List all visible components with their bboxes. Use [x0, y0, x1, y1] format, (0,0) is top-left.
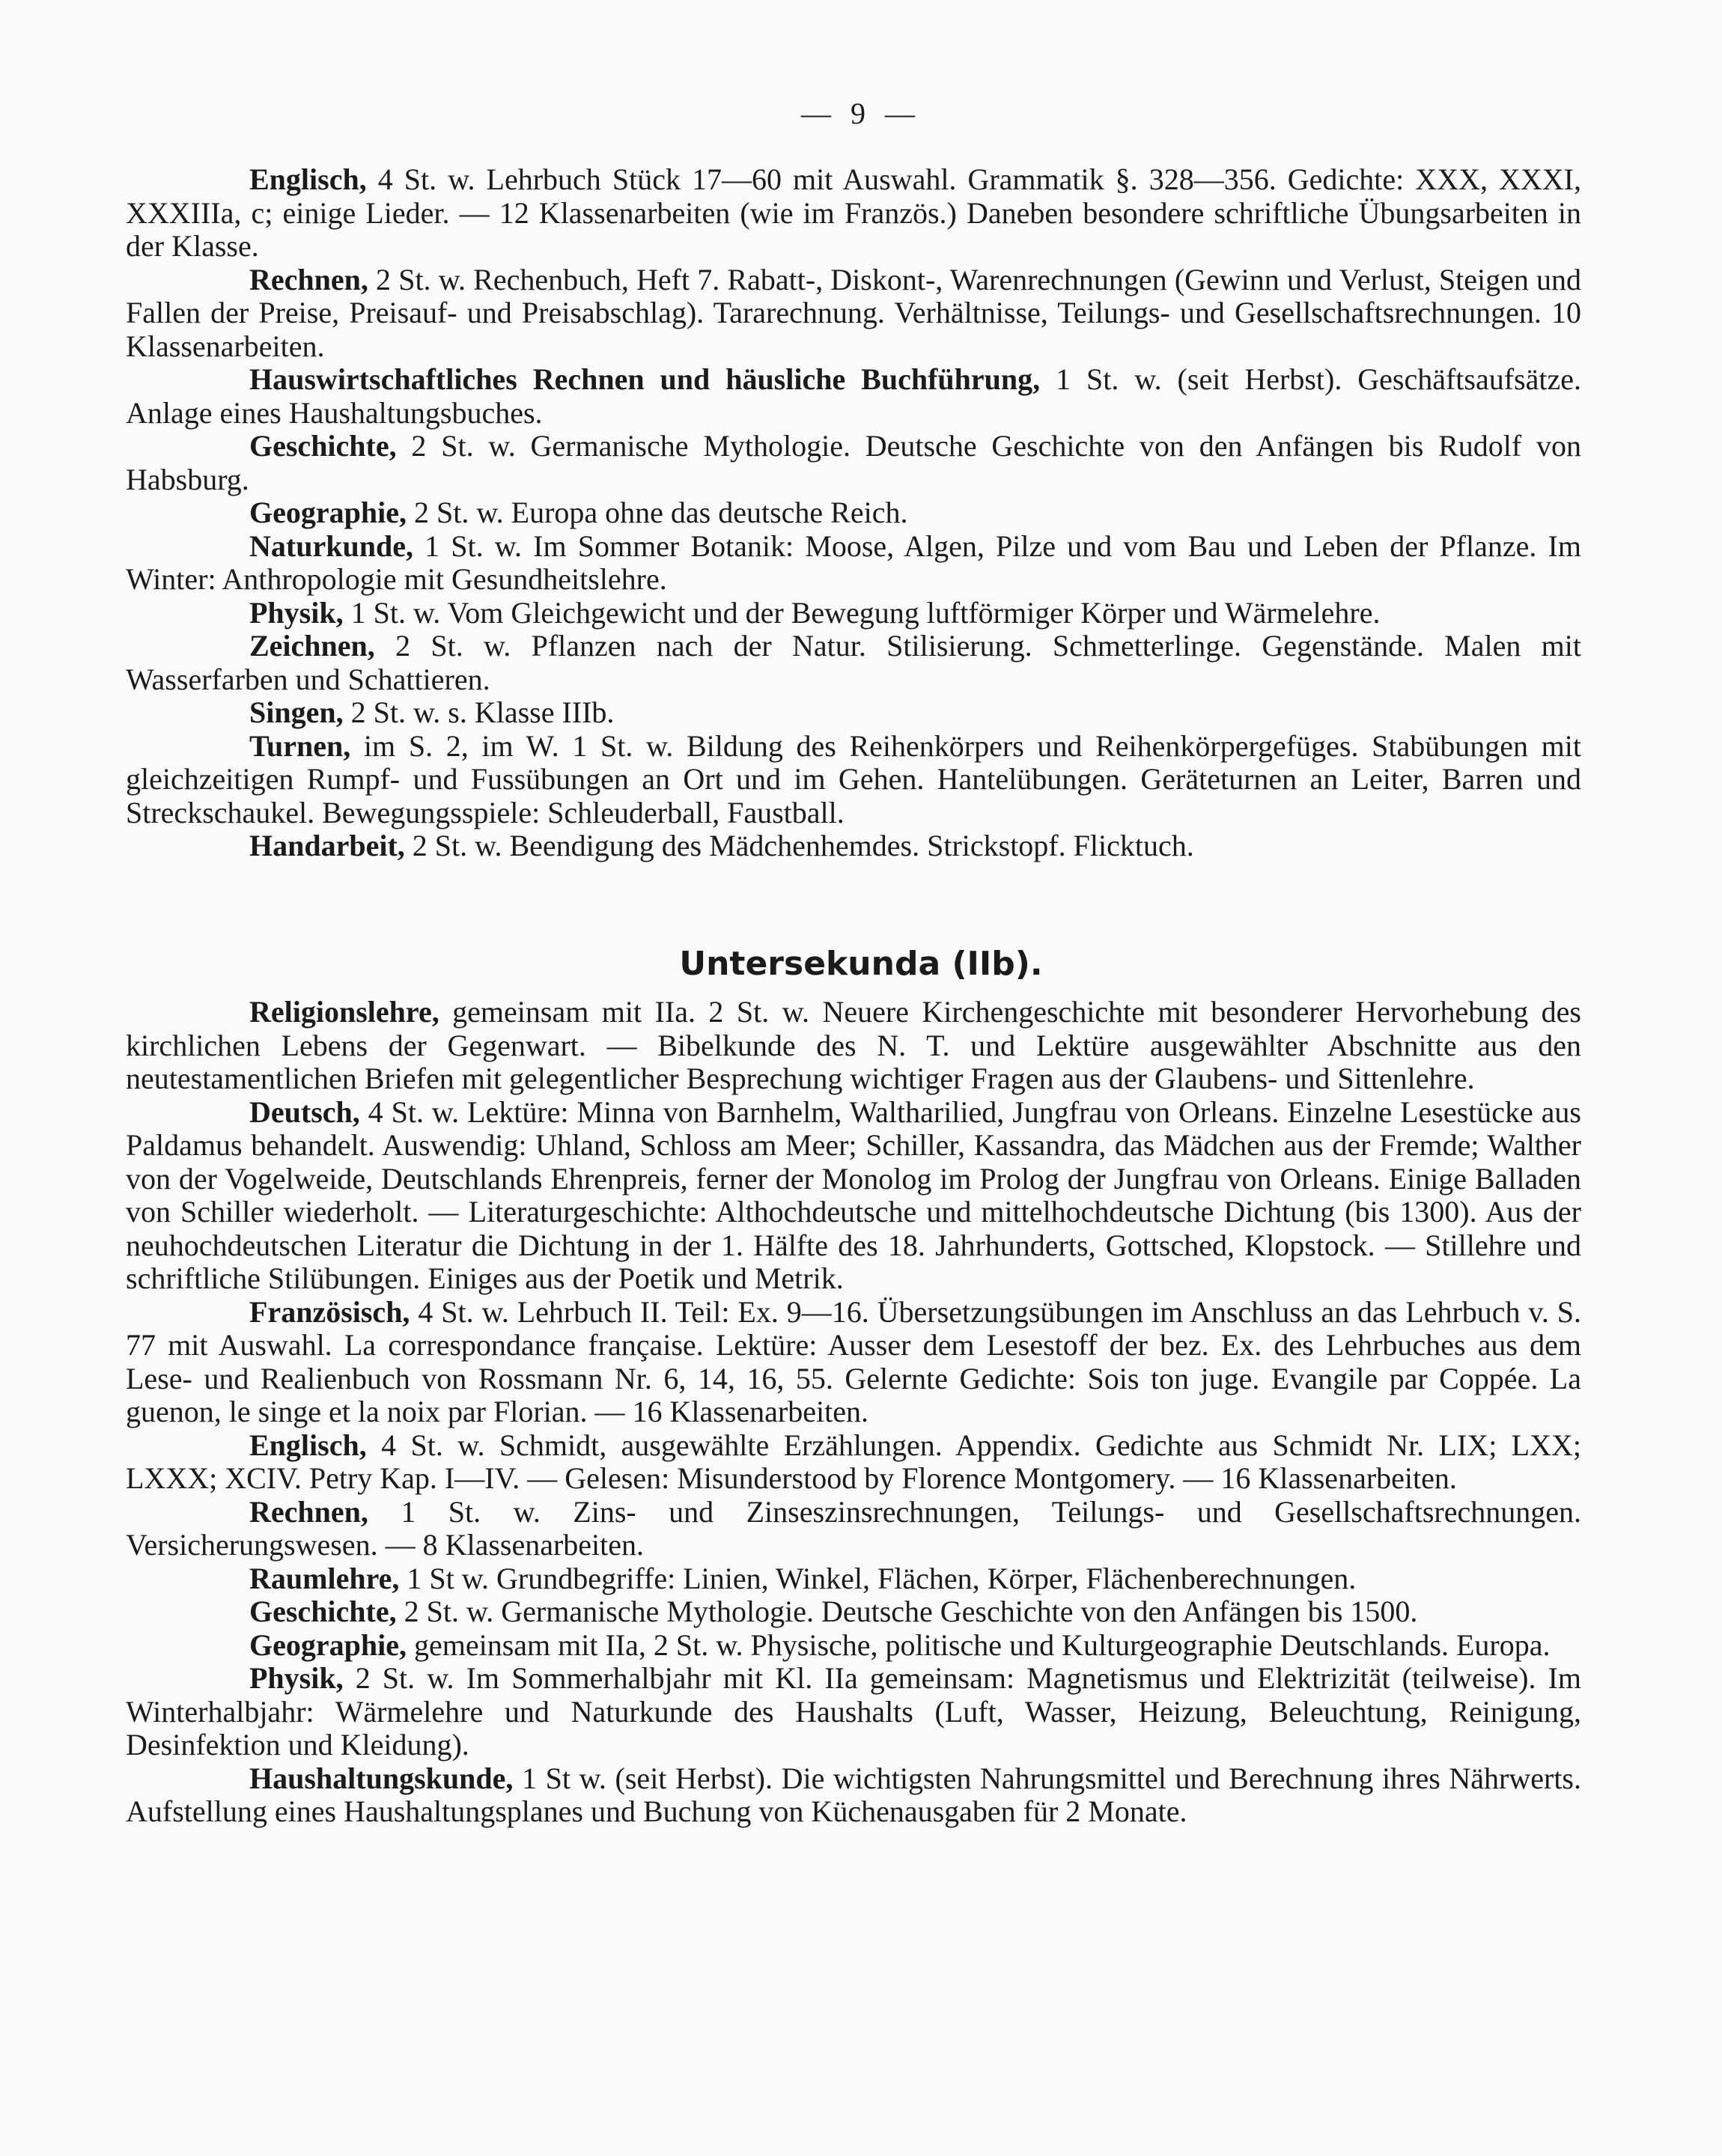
subject-entry — [126, 1296, 1581, 1429]
subject-description: 2 St. w. Germanische Mythologie. Deutsche Geschichte von den Anfängen bis 1500. — [396, 1595, 1418, 1628]
subject-description: 2 St. w. Germanische Mythologie. Deutsche Geschichte von den Anfängen bis Rudolf von Habsburg. — [126, 429, 1581, 496]
section-title: Untersekunda (IIb). — [679, 945, 1043, 983]
subject-description: im S. 2, im W. 1 St. w. Bildung des Reihenkörpers und Reihenkörpergefüges. Stabübungen mit gleichzeitigen Rumpf- und Fussübungen an Ort und im Gehen. Hantelübungen. Geräteturnen an Leiter, Barren und Streckschaukel. Bewegungsspiele: Schleuderball, Faustball. — [126, 728, 1581, 829]
subject-description: gemeinsam mit IIa. 2 St. w. Neuere Kirchengeschichte mit besonderer Hervorhebung des kirchlichen Lebens der Gegenwart. — Bibelkunde des N. T. und Lektüre ausgewählter Abschnitte aus den neutestamentlichen Briefen mit gelegentlicher Besprechung wichtiger Fragen aus der Glaubens- und Sittenlehre. — [126, 995, 1581, 1095]
subject-entry — [126, 1629, 1581, 1663]
subject-name: Französisch, — [249, 1294, 410, 1329]
subject-entry — [126, 1429, 1581, 1496]
subject-entry — [126, 696, 1581, 730]
subject-description: 1 St w. Grundbegriffe: Linien, Winkel, Flächen, Körper, Flächenberechnungen. — [399, 1561, 1357, 1595]
subject-entry — [126, 730, 1581, 830]
subject-entry — [126, 996, 1581, 1096]
subject-description: 2 St. w. Europa ohne das deutsche Reich. — [406, 496, 908, 529]
subject-entry — [126, 163, 1581, 264]
subject-entry — [126, 1096, 1581, 1296]
subject-entry — [126, 1496, 1581, 1562]
subject-name: Physik, — [249, 595, 344, 630]
subject-description: 4 St. w. Lektüre: Minna von Barnhelm, Waltharilied, Jungfrau von Orleans. Einzelne Lesestücke aus Paldamus behandelt. Auswendig: Uhland, Schloss am Meer; Schiller, Kassandra, das Mädchen aus der Fremde; Walther von der Vogelweide, Deutschlands Ehrenpreis, ferner der Monolog im Prolog der Jungfrau von Orleans. Einige Balladen von Schiller wiederholt. — Literaturgeschichte: Althochdeutsche und mittelhochdeutsche Dichtung (bis 1300). Aus der neuhochdeutschen Literatur die Dichtung in der 1. Hälfte des 18. Jahrhunderts, Gottsched, Klopstock. — Stillehre und schriftliche Stilübungen. Einiges aus der Poetik und Metrik. — [126, 1094, 1581, 1295]
subject-entry — [126, 530, 1581, 597]
subject-description: 2 St. w. Rechenbuch, Heft 7. Rabatt-, Diskont-, Warenrechnungen (Gewinn und Verlust, Steigen und Fallen der Preise, Preisauf- und Preisabschlag). Tararechnung. Verhältnisse, Teilungs- und Gesellschaftsrechnungen. 10 Klassenarbeiten. — [126, 262, 1581, 363]
subject-description: 1 St w. (seit Herbst). Die wichtigsten Nahrungsmittel und Berechnung ihres Nährwerts. Aufstellung eines Haushaltungsplanes und Buchung von Küchenausgaben für 2 Monate. — [126, 1761, 1581, 1828]
subject-name: Englisch, — [249, 162, 367, 196]
subject-description: 1 St. w. Zins- und Zinseszinsrechnungen, Teilungs- und Gesellschaftsrechnungen. Versicherungswesen. — 8 Klassenarbeiten. — [126, 1494, 1581, 1562]
subject-description: 4 St. w. Schmidt, ausgewählte Erzählungen. Appendix. Gedichte aus Schmidt Nr. LIX; LXX; LXXX; XCIV. Petry Kap. I—IV. — Gelesen: Misunderstood by Florence Montgomery. — 16 Klassenarbeiten. — [126, 1428, 1581, 1495]
subject-description: 2 St. w. Im Sommerhalbjahr mit Kl. IIa gemeinsam: Magnetismus und Elektrizität (teilweise). Im Winterhalbjahr: Wärmelehre und Naturkunde des Haushalts (Luft, Wasser, Heizung, Beleuchtung, Reinigung, Desinfektion und Kleidung). — [126, 1661, 1581, 1761]
subject-name: Physik, — [249, 1661, 344, 1695]
subject-entry — [126, 1595, 1581, 1629]
subject-description: 2 St. w. Beendigung des Mädchenhemdes. Strickstopf. Flicktuch. — [404, 829, 1194, 862]
subject-description: 2 St. w. Pflanzen nach der Natur. Stilisierung. Schmetterlinge. Gegenstände. Malen mit Wasserfarben und Schattieren. — [126, 629, 1581, 696]
subject-description: gemeinsam mit IIa, 2 St. w. Physische, politische und Kulturgeographie Deutschlands. Europa. — [406, 1627, 1551, 1662]
subject-entry — [126, 264, 1581, 364]
subject-entry — [126, 597, 1581, 630]
subject-entry — [126, 630, 1581, 696]
page-number: — 9 — — [801, 97, 921, 130]
subject-entry — [126, 1762, 1581, 1829]
subject-name: Haushaltungskunde, — [249, 1761, 514, 1795]
subject-name: Naturkunde, — [249, 529, 413, 563]
subject-description: 2 St. w. s. Klasse IIIb. — [343, 695, 615, 729]
subject-description: 4 St. w. Lehrbuch Stück 17—60 mit Auswahl. Grammatik §. 328—356. Gedichte: XXX, XXXI, XXXIIIa, c; einige Lieder. — 12 Klassenarbeiten (wie im Französ.) Daneben besondere schriftliche Übungsarbeiten in der Klasse. — [126, 162, 1581, 263]
subject-name: Turnen, — [249, 728, 351, 763]
subject-name: Rechnen, — [249, 262, 368, 296]
subject-name: Zeichnen, — [249, 629, 375, 663]
subject-description: 4 St. w. Lehrbuch II. Teil: Ex. 9—16. Übersetzungsübungen im Anschluss an das Lehrbuch v. S. 77 mit Auswahl. La correspondance française. Lektüre: Ausser dem Lesestoff der bez. Ex. des Lehrbuches aus dem Lese- und Realienbuch von Rossmann Nr. 6, 14, 16, 55. Gelernte Gedichte: Sois ton juge. Evangile par Coppée. La guenon, le singe et la noix par Florian. — 16 Klassenarbeiten. — [126, 1294, 1581, 1428]
subject-name: Geschichte, — [249, 429, 397, 463]
subject-entry — [126, 1662, 1581, 1762]
subject-entry — [126, 496, 1581, 530]
subject-name: Hauswirtschaftliches Rechnen und häusliche Buchführung, — [249, 362, 1041, 396]
subject-name: Geschichte, — [249, 1595, 397, 1628]
class-iiia-curriculum — [126, 163, 1581, 863]
subject-name: Deutsch, — [249, 1094, 360, 1129]
subject-name: Rechnen, — [249, 1494, 368, 1529]
subject-description: 1 St. w. Im Sommer Botanik: Moose, Algen, Pilze und vom Bau und Leben der Pflanze. Im Winter: Anthropologie mit Gesundheitslehre. — [126, 529, 1581, 596]
subject-name: Geographie, — [249, 1627, 407, 1662]
subject-name: Geographie, — [249, 496, 407, 529]
subject-description: 1 St. w. Vom Gleichgewicht und der Bewegung luftförmiger Körper und Wärmelehre. — [343, 595, 1381, 630]
subject-description: 1 St. w. (seit Herbst). Geschäftsaufsätze. Anlage eines Haushaltungsbuches. — [126, 362, 1581, 430]
subject-name: Singen, — [249, 695, 344, 729]
class-iib-curriculum — [126, 996, 1581, 1829]
subject-entry — [126, 1562, 1581, 1596]
subject-name: Raumlehre, — [249, 1561, 400, 1595]
subject-name: Handarbeit, — [249, 829, 405, 862]
subject-entry — [126, 430, 1581, 496]
subject-name: Religionslehre, — [249, 995, 439, 1029]
subject-entry — [126, 363, 1581, 430]
subject-entry — [126, 829, 1581, 863]
subject-name: Englisch, — [249, 1428, 367, 1462]
